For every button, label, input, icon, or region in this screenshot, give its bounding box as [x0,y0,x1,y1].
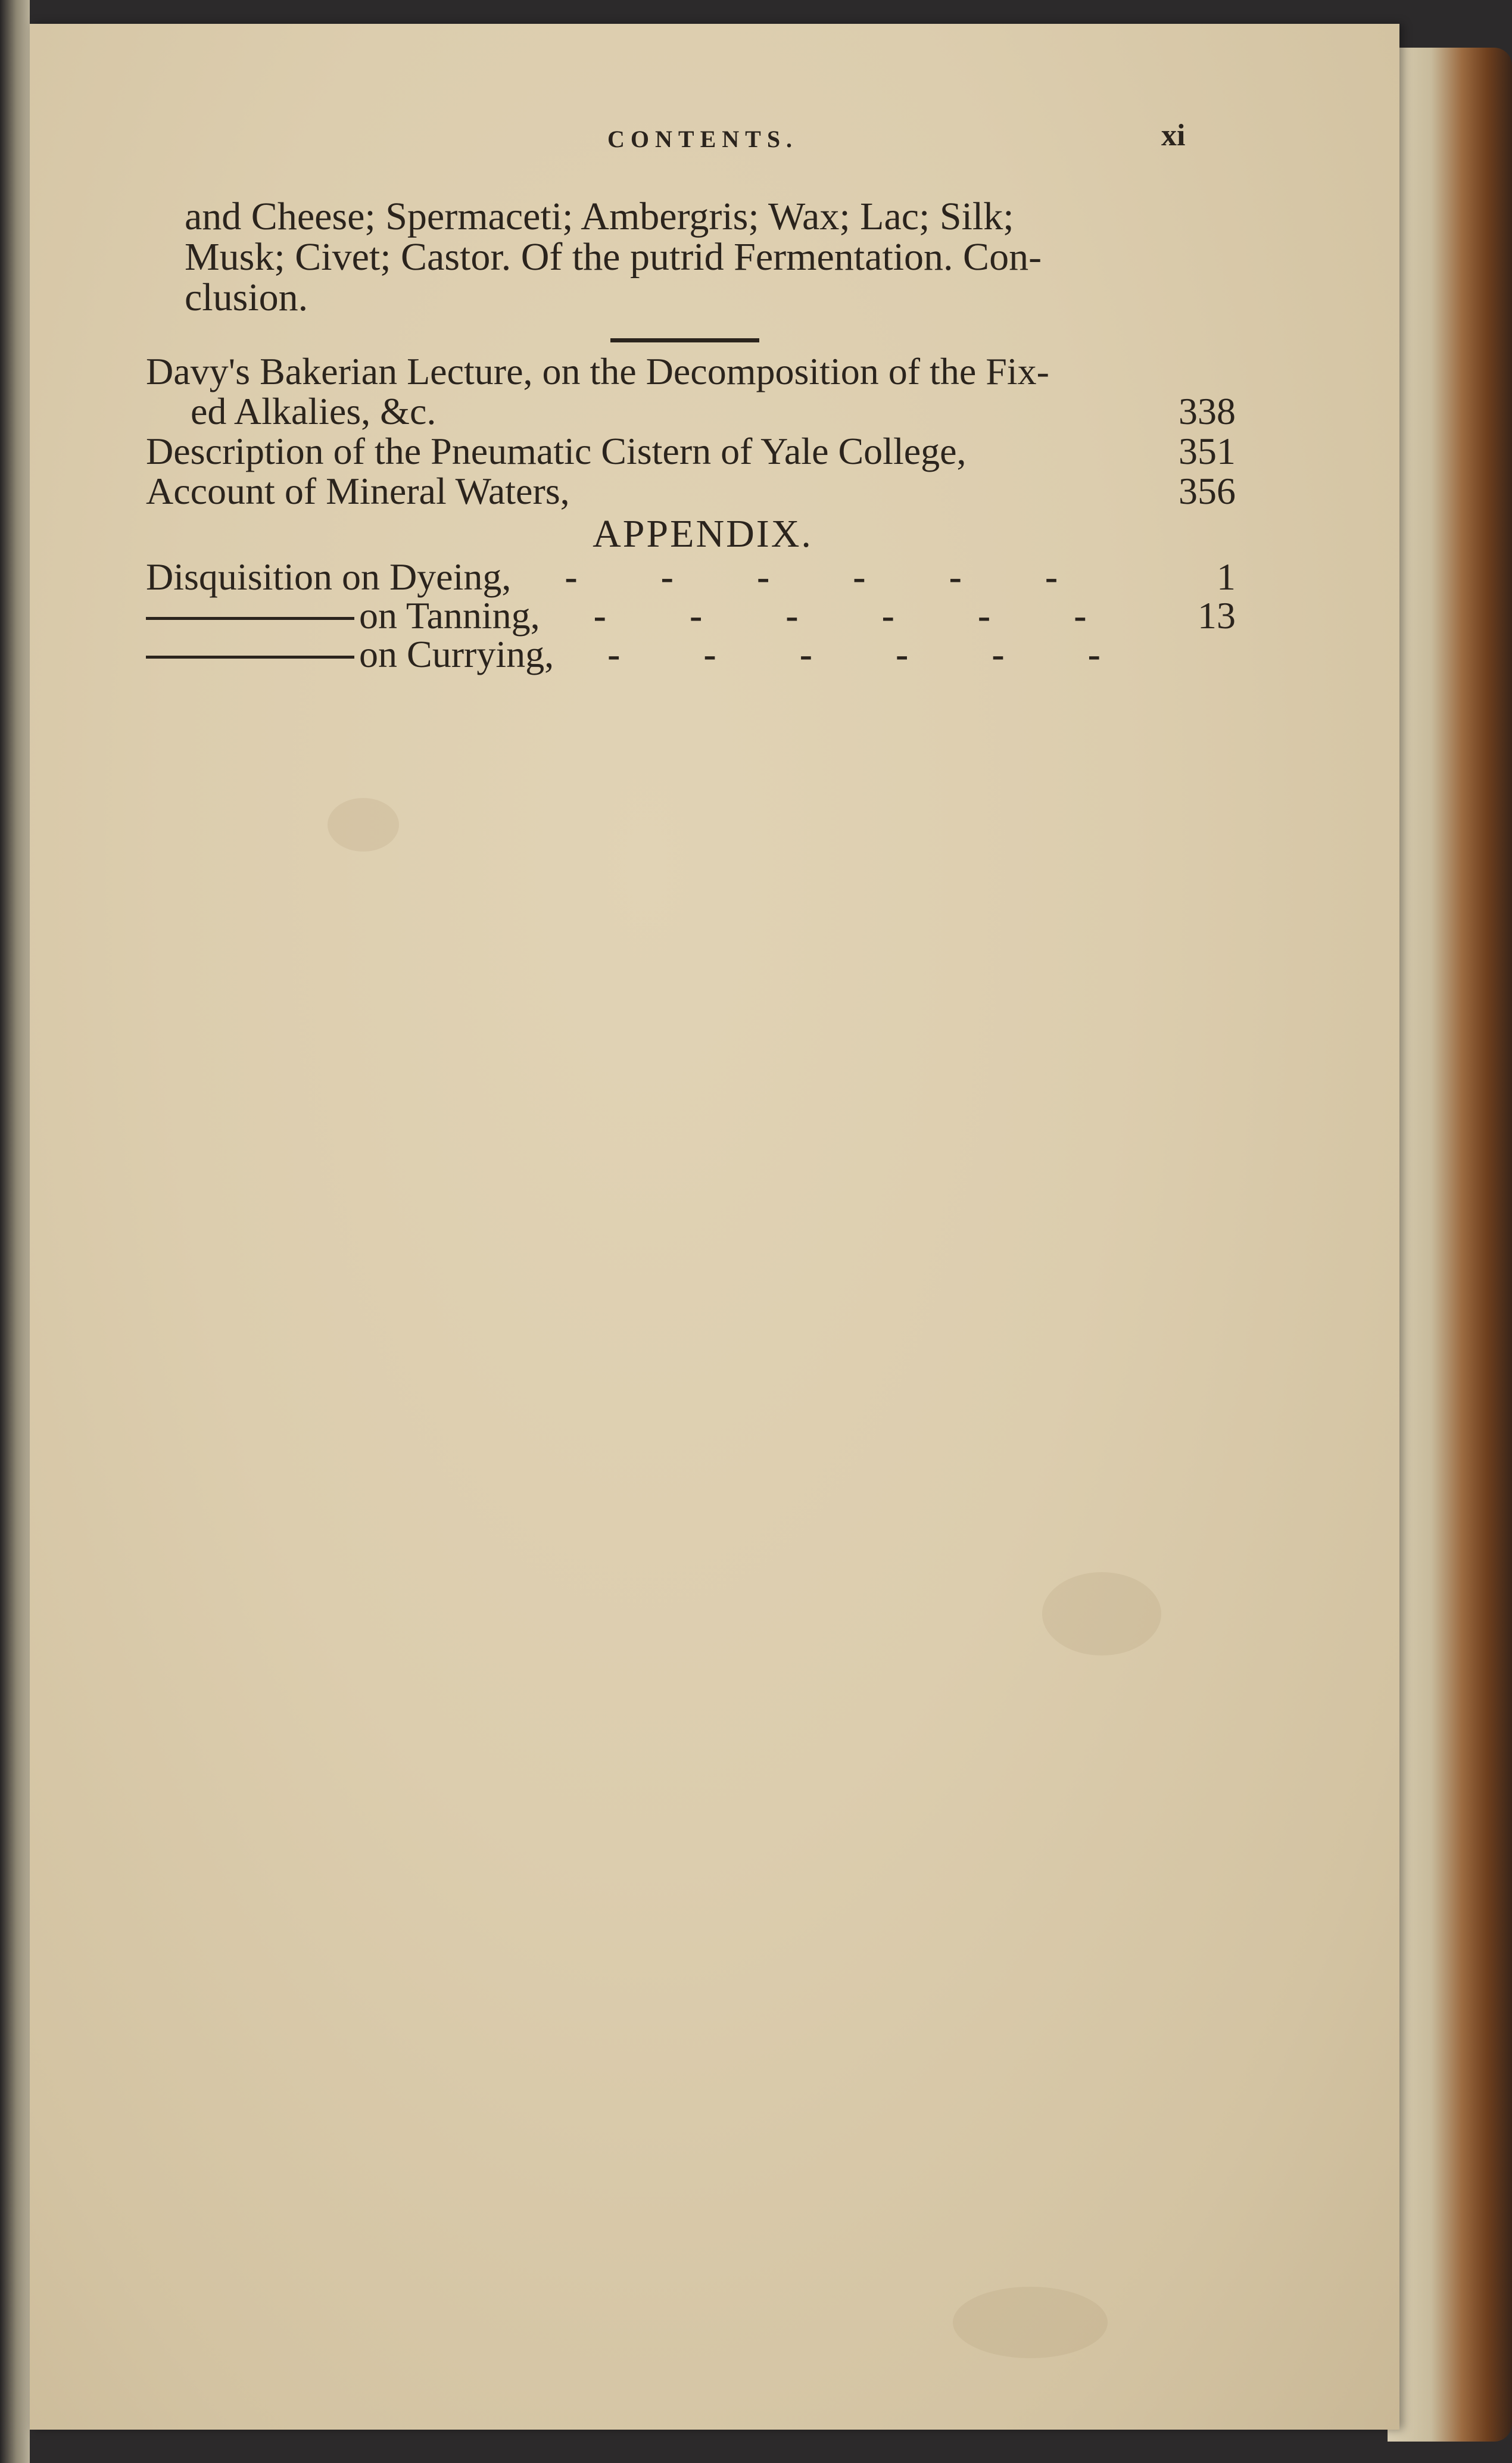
text-line: and Cheese; Spermaceti; Ambergris; Wax; Lac; Silk; [185,195,1014,238]
contents-entry [146,431,1236,471]
entry-title-continued: ed Alkalies, &c. [191,390,437,432]
dot-leaders: - - - - - - [593,594,1124,637]
entry-title: Account of Mineral Waters, [146,470,570,512]
ditto-rule [146,617,354,620]
entry-title: Davy's Bakerian Lecture, on the Decomposition of the Fix- [146,350,1049,392]
book-gutter [0,0,30,2463]
appendix-title: on Currying, [359,633,554,675]
book-page [30,24,1399,2430]
running-title: CONTENTS. [607,126,799,152]
book-fore-edge [1388,48,1512,2442]
appendix-heading: APPENDIX. [593,512,813,556]
paper-stain [328,798,399,852]
continuation-paragraph [185,197,1239,318]
appendix-title: Disquisition on Dyeing, [146,556,512,598]
section-rule [610,338,759,342]
paper-stain [953,2287,1108,2358]
dot-leaders: - - - - - - [565,556,1095,598]
ditto-rule [146,656,354,659]
entry-title: Description of the Pneumatic Cistern of Yale College, [146,430,967,472]
appendix-item [146,635,1236,674]
text-line: clusion. [185,276,308,319]
appendix-page: 13 [1198,594,1236,637]
entry-page: 351 [1179,430,1236,472]
text-line: Musk; Civet; Castor. Of the putrid Fermentation. Con- [185,235,1042,279]
entry-page: 338 [1179,390,1236,432]
appendix-item [146,596,1236,635]
paper-stain [1042,1572,1161,1655]
entry-page: 356 [1179,470,1236,512]
dot-leaders: - - - - - - [607,633,1137,675]
appendix-item [146,557,1236,596]
page-number: xi [1161,119,1186,152]
appendix-title: on Tanning, [359,594,540,637]
contents-entry [146,351,1236,431]
contents-entry [146,471,1236,511]
appendix-page: 1 [1217,556,1236,598]
contents-list [146,351,1236,674]
running-head [30,101,1399,155]
